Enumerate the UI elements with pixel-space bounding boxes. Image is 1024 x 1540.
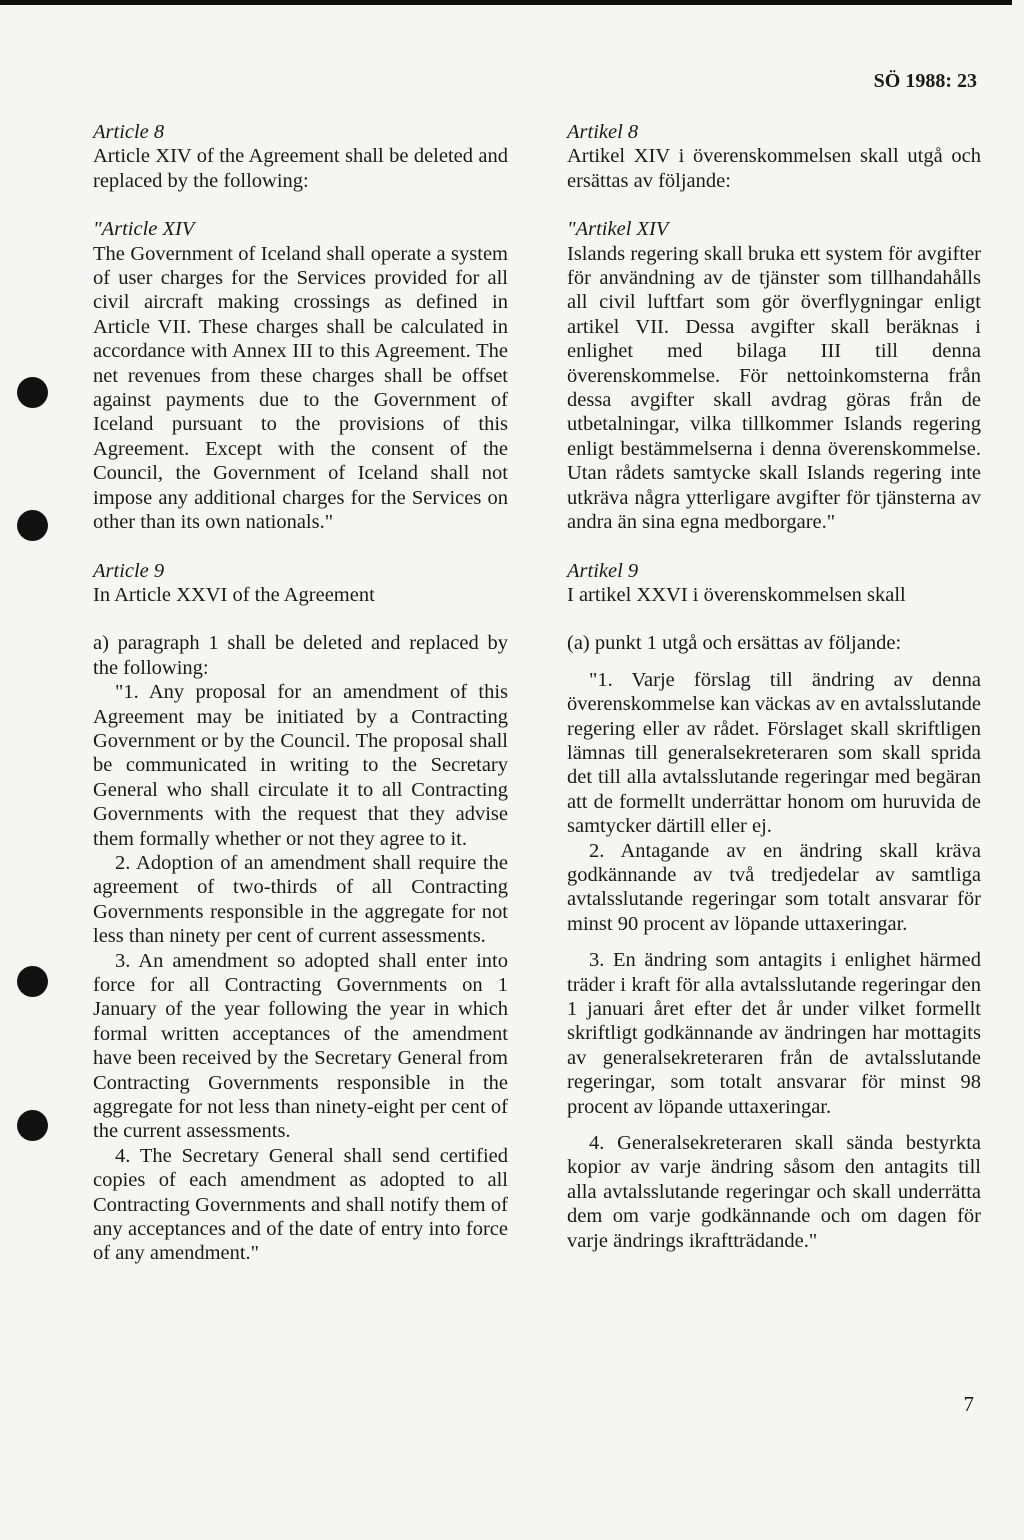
amendment-item-1: "1. Any proposal for an amendment of this Agreement may be initiated by a Contracting Government or by the Council. The proposal shall be communicated in writing to the Secretary General who shall circulate it to all Contracting Governments with the request that they advise them formally whether or not they agree to it. xyxy=(93,681,508,850)
swedish-column xyxy=(567,120,981,1253)
article-14-heading: "Article XIV xyxy=(93,218,195,241)
punch-hole xyxy=(17,966,48,997)
punch-hole xyxy=(17,377,48,408)
artikel-14-body: Islands regering skall bruka ett system för avgifter för användning av de tjänster som tillhandahålls all civil luftfart som gör överflygningar enligt artikel VII. Dessa avgifter skall beräknas i enlighet med bilaga III till denna överenskommelse. För nettoinkomsterna från dessa avgifter skall avdrag göras från de utbetalningar, vilka tillkommer Islands regering enligt bestämmelserna i denna överenskommelse. Utan rådets samtycke skall Islands regering inte utkräva några ytterligare avgifter för tjänsterna av andra än sina egna medborgare." xyxy=(567,242,981,534)
amendment-item-4: 4. The Secretary General shall send certified copies of each amendment as adopted to all Contracting Governments and shall notify them of any acceptances and of the date of entry into force of any amendment." xyxy=(93,1144,508,1265)
andring-item-1: "1. Varje förslag till ändring av denna överenskommelse kan väckas av en avtalsslutande regering eller av rådet. Förslaget skall skriftligen lämnas till generalsekreteraren som skall sprida det till alla avtalsslutande regeringar med begäran att de formellt underrättar honom om huruvida de samtycker därtill eller ej. xyxy=(567,668,981,838)
artikel-8-intro: Artikel XIV i överenskommelsen skall utgå och ersättas av följande: xyxy=(567,145,981,192)
andring-item-4: 4. Generalsekreteraren skall sända bestyrkta kopior av varje ändring såsom den antagits till alla avtalsslutande regeringar och skall underrätta dem om varje godkännande och om dagen för varje ändrings ikraftträdande." xyxy=(567,1132,981,1252)
amendment-item-2: 2. Adoption of an amendment shall require the agreement of two-thirds of all Contracting Governments responsible in the aggregate for not less than ninety per cent of current assessments. xyxy=(93,851,508,948)
punch-hole xyxy=(17,1110,48,1141)
page-reference: SÖ 1988: 23 xyxy=(873,70,977,92)
artikel-9-heading: Artikel 9 xyxy=(567,559,639,582)
punkt-a: (a) punkt 1 utgå och ersättas av följande: xyxy=(567,632,902,655)
artikel-8-heading: Artikel 8 xyxy=(567,121,639,143)
article-9-heading: Article 9 xyxy=(93,559,165,582)
artikel-9-intro: I artikel XXVI i överenskommelsen skall xyxy=(567,583,906,606)
paragraph-a: a) paragraph 1 shall be deleted and replaced by the following: xyxy=(93,632,508,679)
article-8-heading: Article 8 xyxy=(93,121,165,143)
andring-item-2: 2. Antagande av en ändring skall kräva godkännande av två tredjedelar av samtliga avtalsslutande regeringar som totalt ansvarar för minst 90 procent av löpande uttaxeringar. xyxy=(567,839,981,935)
article-14-body: The Government of Iceland shall operate a system of user charges for the Services provided for all civil aircraft making crossings as defined in Article VII. These charges shall be calculated in accordance with Annex III to this Agreement. The net revenues from these charges shall be offset against payments due to the Government of Iceland pursuant to the provisions of this Agreement. Except with the consent of the Council, the Government of Iceland shall not impose any additional charges for the Services on other than its own nationals." xyxy=(93,242,508,534)
artikel-14-heading: "Artikel XIV xyxy=(567,218,669,241)
top-rule xyxy=(0,0,1012,5)
english-column xyxy=(93,120,508,1266)
andring-item-3: 3. En ändring som antagits i enlighet härmed träder i kraft för alla avtalsslutande regeringar den 1 januari året efter det år under vilket formellt skriftligt godkännande av ändringen har mottagits av generalsekreteraren från de avtalsslutande regeringar, som totalt ansvarar för minst 98 procent av löpande uttaxeringar. xyxy=(567,949,981,1118)
article-9-intro: In Article XXVI of the Agreement xyxy=(93,583,375,606)
article-8-intro: Article XIV of the Agreement shall be deleted and replaced by the following: xyxy=(93,145,508,192)
page-number: 7 xyxy=(963,1392,974,1416)
amendment-item-3: 3. An amendment so adopted shall enter into force for all Contracting Governments on 1 January of the year following the year in which formal written acceptances of the amendment have been received by the Secretary General from Contracting Governments responsible in the aggregate for not less than ninety-eight per cent of the current assessments. xyxy=(93,949,508,1143)
punch-hole xyxy=(17,510,48,541)
